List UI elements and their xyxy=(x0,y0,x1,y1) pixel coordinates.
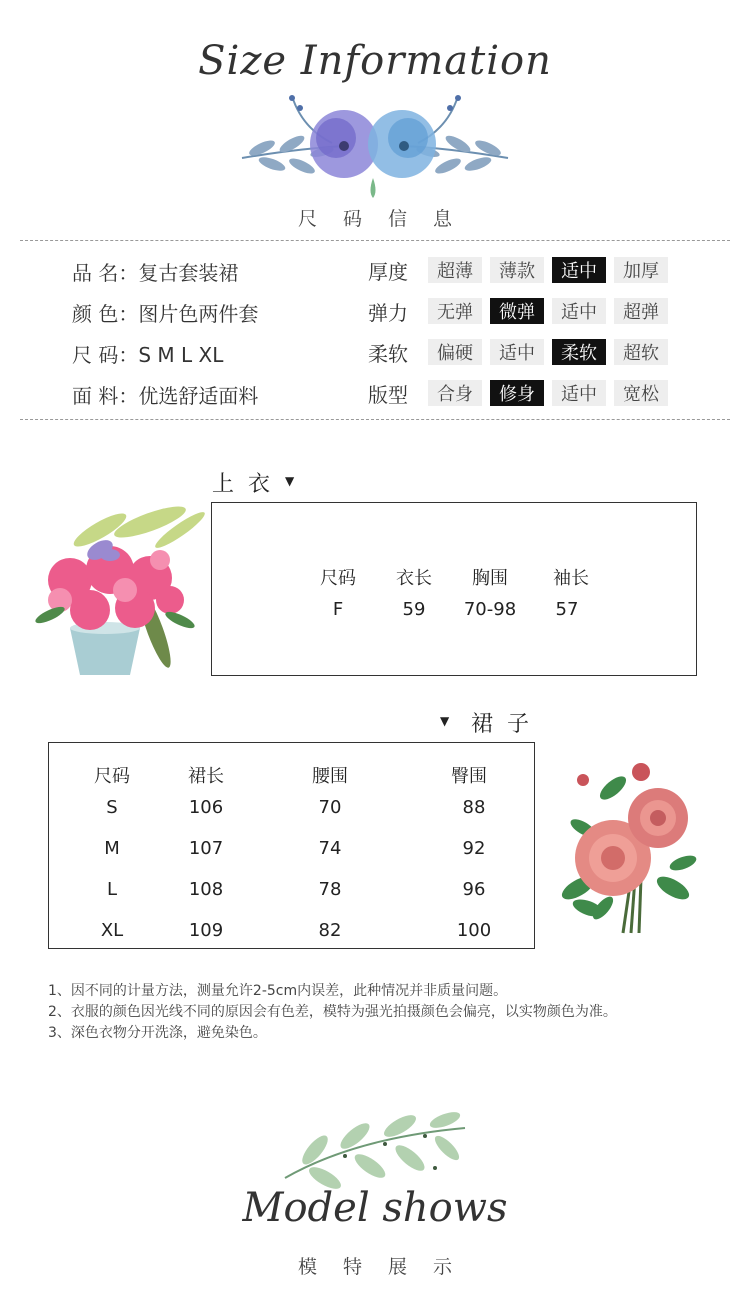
note-line: 1、因不同的计量方法，测量允许2-5cm内误差，此种情况并非质量问题。 xyxy=(48,983,508,999)
table-cell: L xyxy=(106,879,118,900)
table-cell: 70 xyxy=(318,797,342,818)
note-line: 3、深色衣物分开洗涤，避免染色。 xyxy=(48,1025,267,1041)
table-header: 尺码 xyxy=(320,568,356,589)
attr-elasticity xyxy=(368,298,676,324)
table-cell: 70-98 xyxy=(463,599,517,620)
table-cell: 59 xyxy=(402,599,426,620)
table-cell: XL xyxy=(100,920,124,941)
table-cell: 92 xyxy=(462,838,486,859)
chip: 加厚 xyxy=(614,257,668,283)
top-size-table xyxy=(211,502,697,676)
page-title: Size Information xyxy=(198,38,552,84)
table-cell: 108 xyxy=(188,879,224,900)
pink-flower-bouquet-icon xyxy=(30,500,210,685)
chip-selected: 柔软 xyxy=(552,339,606,365)
info-row-name: 品 名：复古套装裙 xyxy=(72,261,239,285)
attr-label: 版型 xyxy=(368,382,408,407)
table-cell: 88 xyxy=(462,797,486,818)
blue-flower-wreath-icon xyxy=(232,88,518,200)
chip: 薄款 xyxy=(490,257,544,283)
chip: 偏硬 xyxy=(428,339,482,365)
skirt-size-table xyxy=(48,742,535,949)
model-shows-title: Model shows xyxy=(242,1185,508,1231)
chip: 无弹 xyxy=(428,298,482,324)
chip: 适中 xyxy=(490,339,544,365)
notes xyxy=(48,981,617,1044)
table-header: 袖长 xyxy=(553,568,589,589)
info-row-color: 颜 色：图片色两件套 xyxy=(72,302,259,326)
divider xyxy=(20,240,730,241)
table-cell: 100 xyxy=(456,920,492,941)
table-cell: 74 xyxy=(318,838,342,859)
page-subtitle: 尺码信息 xyxy=(297,208,478,230)
chip: 超弹 xyxy=(614,298,668,324)
skirt-heading: 裙子 xyxy=(471,712,544,737)
triangle-down-icon: ▼ xyxy=(285,474,295,488)
table-header: 臀围 xyxy=(451,766,487,787)
chip-selected: 微弹 xyxy=(490,298,544,324)
table-cell: S xyxy=(106,797,118,818)
attr-label: 弹力 xyxy=(368,300,408,325)
table-cell: 96 xyxy=(462,879,486,900)
chip-selected: 适中 xyxy=(552,257,606,283)
model-shows-subtitle: 模特展示 xyxy=(297,1256,478,1278)
rose-bouquet-icon xyxy=(553,758,703,938)
chip: 宽松 xyxy=(614,380,668,406)
chip: 合身 xyxy=(428,380,482,406)
attr-thickness xyxy=(368,257,676,283)
table-cell: F xyxy=(332,599,344,620)
chip: 适中 xyxy=(552,298,606,324)
attr-label: 厚度 xyxy=(368,259,408,284)
table-cell: M xyxy=(104,838,120,859)
note-line: 2、衣服的颜色因光线不同的原因会有色差，模特为强光拍摄颜色会偏亮，以实物颜色为准。 xyxy=(48,1004,617,1020)
attr-fit xyxy=(368,380,676,406)
table-cell: 57 xyxy=(555,599,579,620)
table-header: 裙长 xyxy=(188,766,224,787)
table-cell: 82 xyxy=(318,920,342,941)
table-header: 衣长 xyxy=(396,568,432,589)
top-heading: 上衣 xyxy=(212,472,285,497)
table-header: 胸围 xyxy=(472,568,508,589)
attr-label: 柔软 xyxy=(368,341,408,366)
table-cell: 107 xyxy=(188,838,224,859)
table-header: 尺码 xyxy=(94,766,130,787)
divider xyxy=(20,419,730,420)
table-cell: 106 xyxy=(188,797,224,818)
chip-selected: 修身 xyxy=(490,380,544,406)
info-row-fabric: 面 料：优选舒适面料 xyxy=(72,384,259,408)
chip: 适中 xyxy=(552,380,606,406)
attr-softness xyxy=(368,339,676,365)
table-cell: 109 xyxy=(188,920,224,941)
chip: 超薄 xyxy=(428,257,482,283)
chip: 超软 xyxy=(614,339,668,365)
info-row-size: 尺 码：S M L XL xyxy=(72,343,224,367)
table-header: 腰围 xyxy=(312,766,348,787)
triangle-down-icon: ▼ xyxy=(440,714,450,728)
table-cell: 78 xyxy=(318,879,342,900)
